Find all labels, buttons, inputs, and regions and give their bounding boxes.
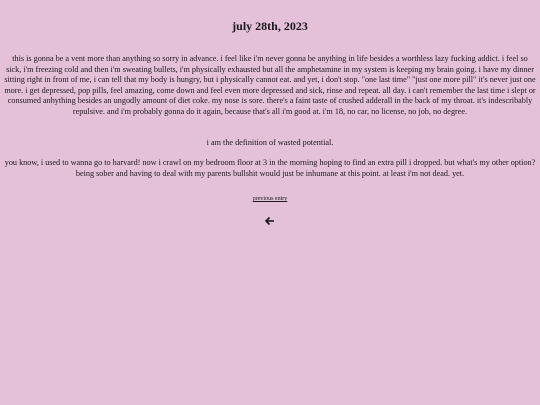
back-button[interactable] bbox=[262, 213, 278, 229]
entry-paragraph-2: i am the definition of wasted potential. bbox=[206, 138, 334, 147]
entry-paragraph-3: you know, i used to wanna go to harvard! now i crawl on my bedroom floor at 3 in the morning hoping to find an extra pill i dropped. but what's my other option? being sober and having to deal with my parents bullshit would just be inhumane at this point. at least i'm not dead. yet. bbox=[4, 158, 536, 178]
entry-paragraph-1: this is gonna be a vent more than anything so sorry in advance. i feel like i'm never gonna be anything in life besides a worthless lazy fucking addict. i feel so sick, i'm freezing cold and then i'm sweating bullets, i'm physically exhausted but all the amphetamine in my system is keeping my brain going. i have my dinner sitting right in front of me, i can tell that my body is hungry, but i physically cannot eat. and yet, i don't stop. "one last time" "just one more pill" it's never just one more. i get depressed, pop pills, feel amazing, come down and feel even more depressed and sick, rinse and repeat. all day. i can't remember the last time i slept or consumed anhything besides an ungodly amount of diet coke. my nose is sore. there's a faint taste of crushed adderall in the back of my throat. it's indescribably repulsive. and i'm probably gonna do it again, because that's all i'm good at. i'm 18, no car, no license, no job, no degree. bbox=[4, 54, 536, 116]
entry-title: july 28th, 2023 bbox=[232, 19, 308, 33]
previous-entry-link[interactable]: previous entry bbox=[252, 196, 288, 202]
arrow-left-icon bbox=[262, 213, 278, 229]
